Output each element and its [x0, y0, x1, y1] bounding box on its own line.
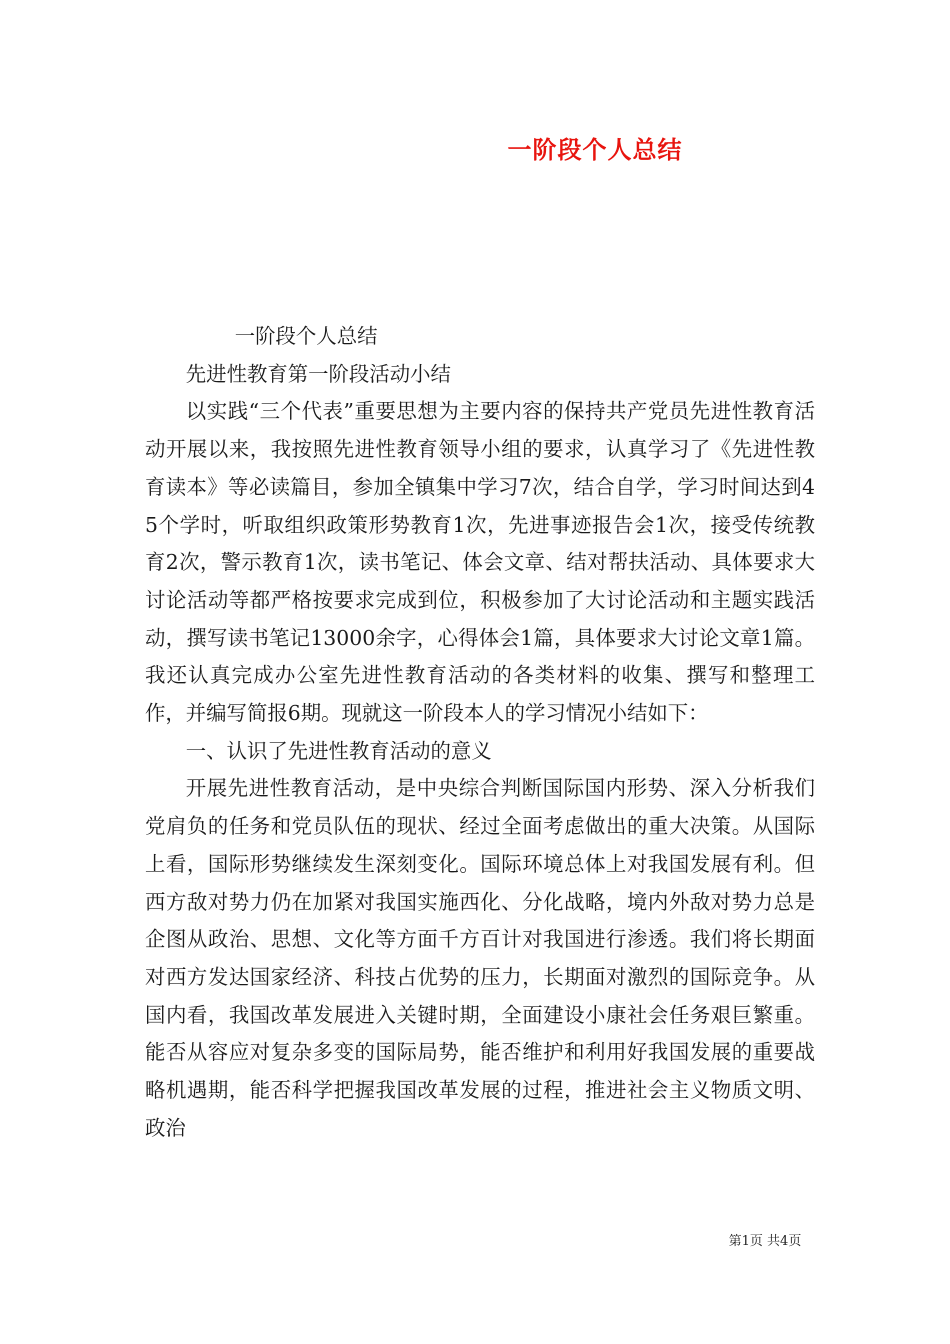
- heading-one: 一、认识了先进性教育活动的意义: [185, 738, 492, 763]
- page-footer: 第1页 共4页: [728, 1234, 802, 1249]
- section-title: 先进性教育第一阶段活动小结: [185, 361, 451, 386]
- document-subtitle: 一阶段个人总结: [234, 324, 378, 348]
- document-title: 一阶段个人总结: [507, 135, 683, 164]
- document-body: [145, 318, 815, 1147]
- paragraph-significance: 开展先进性教育活动，是中央综合判断国际国内形势、深入分析我们党肩负的任务和党员队伍的现状、经过全面考虑做出的重大决策。从国际上看，国际形势继续发生深刻变化。国际环境总体上对我国发展有利。但西方敌对势力仍在加紧对我国实施西化、分化战略，境内外敌对势力总是企图从政治、思想、文化等方面千方百计对我国进行渗透。我们将长期面对西方发达国家经济、科技占优势的压力，长期面对激烈的国际竞争。从国内看，我国改革发展进入关键时期，全面建设小康社会任务艰巨繁重。能否从容应对复杂多变的国际局势，能否维护和利用好我国发展的重要战略机遇期，能否科学把握我国改革发展的过程，推进社会主义物质文明、政治: [145, 776, 815, 1140]
- paragraph-intro: 以实践“三个代表”重要思想为主要内容的保持共产党员先进性教育活动开展以来，我按照先进性教育领导小组的要求，认真学习了《先进性教育读本》等必读篇目，参加全镇集中学习7次，结合自学，学习时间达到45个学时，听取组织政策形势教育1次，先进事迹报告会1次，接受传统教育2次，警示教育1次，读书笔记、体会文章、结对帮扶活动、具体要求大讨论活动等都严格按要求完成到位，积极参加了大讨论活动和主题实践活动，撰写读书笔记13000余字，心得体会1篇，具体要求大讨论文章1篇。我还认真完成办公室先进性教育活动的各类材料的收集、撰写和整理工作，并编写简报6期。现就这一阶段本人的学习情况小结如下：: [145, 399, 815, 726]
